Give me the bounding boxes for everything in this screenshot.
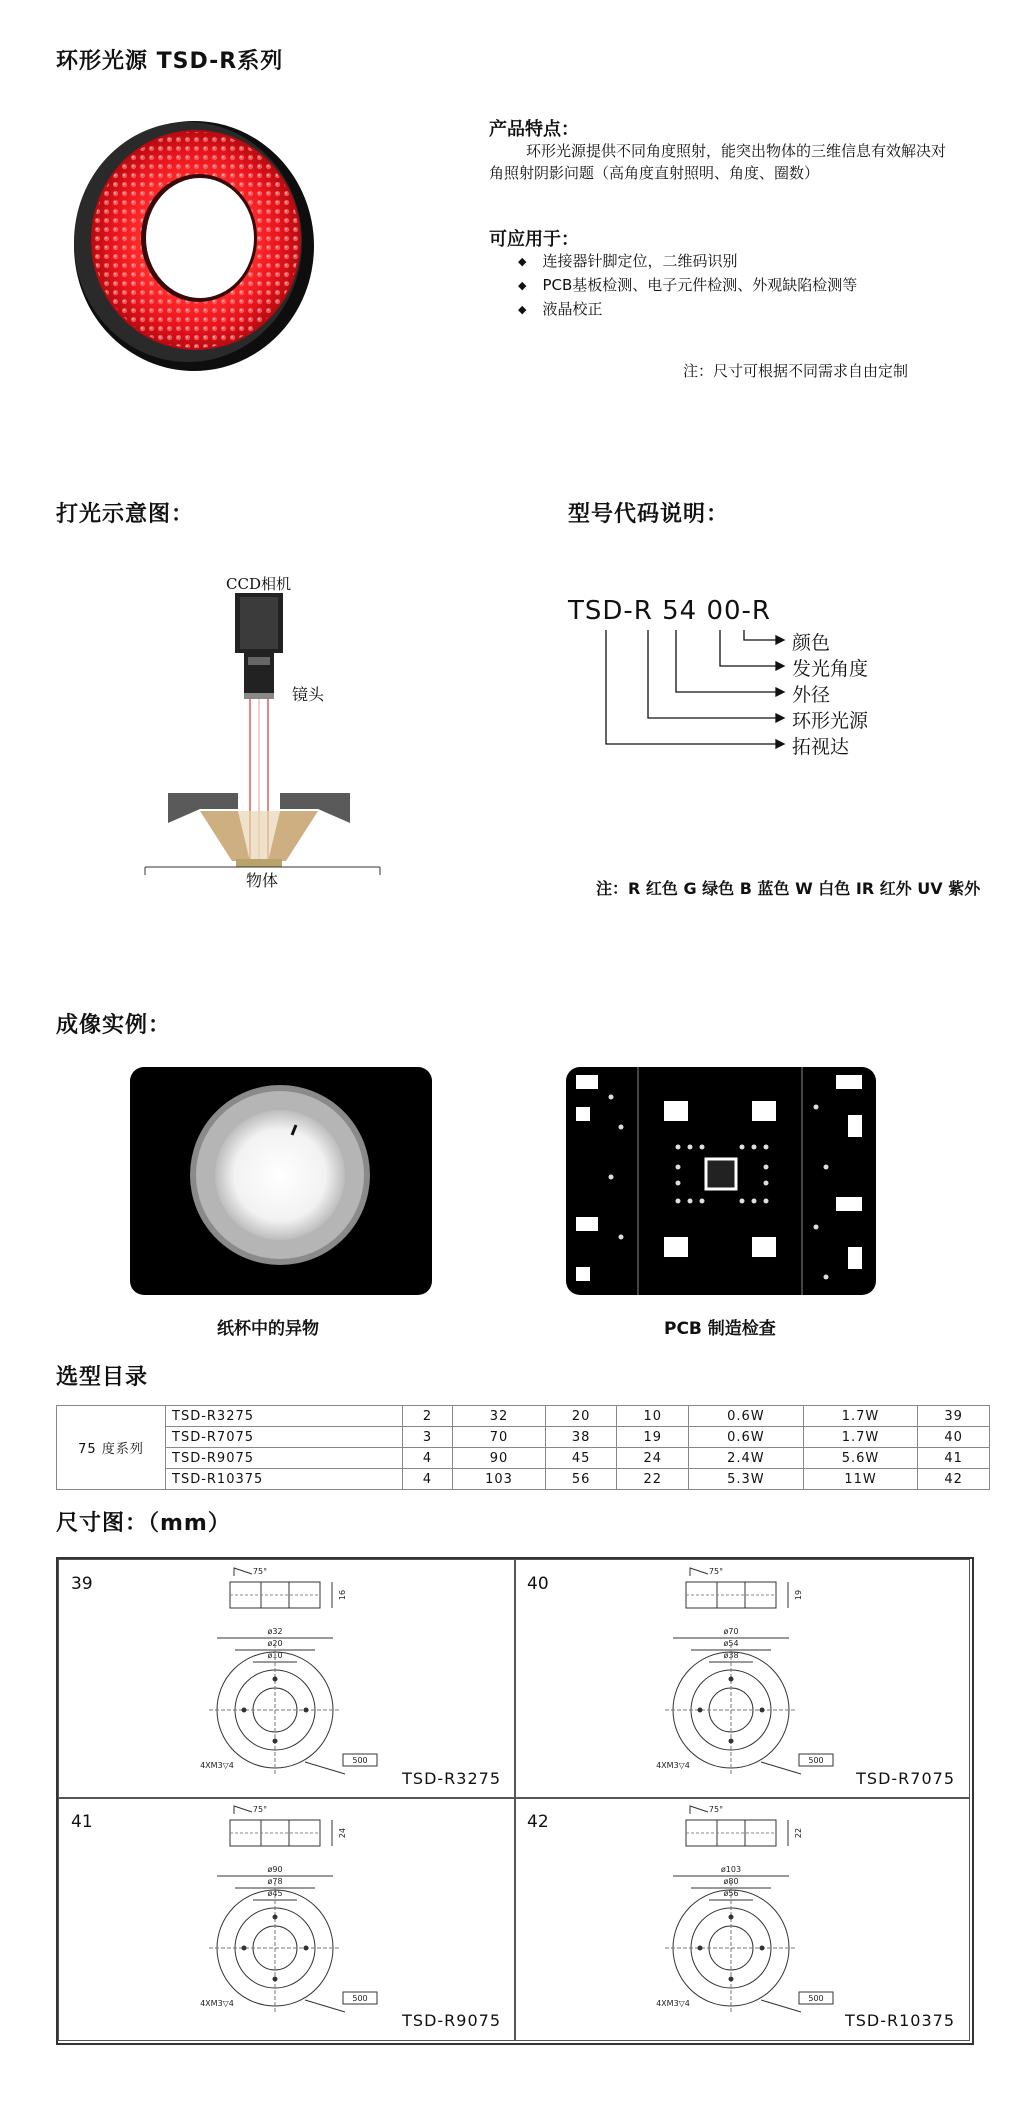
outer-diameter-label: ø70 (723, 1627, 739, 1636)
features-text-line1: 环形光源提供不同角度照射，能突出物体的三维信息有效解决对 (526, 142, 947, 160)
example-cup-caption: 纸杯中的异物 (217, 1319, 319, 1339)
application-item: ◆ PCB基板检测、电子元件检测、外观缺陷检测等 (518, 274, 857, 298)
table-cell: 4 (402, 1469, 453, 1490)
screw-hole (273, 1977, 278, 1982)
height-label: 16 (338, 1589, 347, 1601)
size-note: 注：尺寸可根据不同需求自由定制 (683, 362, 909, 380)
height-label: 22 (794, 1827, 803, 1839)
object-label: 物体 (246, 871, 279, 890)
outer-diameter-label: ø103 (720, 1865, 742, 1874)
code-label-brand: 拓视达 (792, 736, 850, 758)
screw-hole (273, 1739, 278, 1744)
selection-title: 选型目录 (56, 1365, 149, 1390)
angle-marker (690, 1568, 708, 1576)
mid-diameter-label: ø78 (267, 1877, 283, 1886)
table-cell: 20 (545, 1406, 617, 1427)
screw-hole (242, 1708, 247, 1713)
example-pcb-image (566, 1067, 876, 1295)
cable-length-label: 500 (352, 1756, 368, 1765)
code-label-angle: 发光角度 (792, 658, 869, 680)
screw-hole (760, 1946, 765, 1951)
screw-label: 4XM3▽4 (200, 1999, 234, 2008)
table-cell: 103 (453, 1469, 546, 1490)
screw-label: 4XM3▽4 (656, 1761, 690, 1770)
table-cell: 5.6W (803, 1448, 918, 1469)
model-code-title: 型号代码说明： (568, 502, 730, 527)
table-cell: TSD-R7075 (166, 1427, 403, 1448)
table-cell: 0.6W (689, 1427, 804, 1448)
screw-hole (304, 1708, 309, 1713)
cable-length-label: 500 (808, 1756, 824, 1765)
application-item: ◆ 液晶校正 (518, 298, 857, 322)
table-cell: 19 (617, 1427, 689, 1448)
model-code: TSD-R 54 00-R (568, 596, 771, 626)
code-label-diameter: 外径 (792, 684, 831, 706)
ring-light-photo (66, 108, 316, 373)
angle-marker (234, 1806, 252, 1814)
lighting-diagram (140, 565, 390, 905)
table-cell: 2.4W (689, 1448, 804, 1469)
example-cup-image (130, 1067, 432, 1295)
screw-hole (729, 1739, 734, 1744)
dimension-cell-model: TSD-R7075 (856, 1769, 955, 1788)
table-cell: 38 (545, 1427, 617, 1448)
angle-label: 75° (252, 1805, 268, 1814)
screw-hole (729, 1677, 734, 1682)
dimension-cell-number: 41 (71, 1812, 93, 1832)
screw-label: 4XM3▽4 (200, 1761, 234, 1770)
dimension-cell-40 (514, 1559, 970, 1799)
dimension-cell-39 (58, 1559, 516, 1799)
table-cell: 90 (453, 1448, 546, 1469)
screw-hole (304, 1946, 309, 1951)
applications-title: 可应用于： (489, 229, 579, 250)
angle-marker (690, 1806, 708, 1814)
table-cell: TSD-R9075 (166, 1448, 403, 1469)
mid-diameter-label: ø20 (267, 1639, 283, 1648)
table-cell: 70 (453, 1427, 546, 1448)
dimension-cell-number: 39 (71, 1574, 93, 1594)
dimensions-title: 尺寸图：（mm） (56, 1511, 231, 1536)
table-cell: 1.7W (803, 1406, 918, 1427)
table-cell: 40 (918, 1427, 990, 1448)
cable (761, 2000, 801, 2012)
screw-hole (698, 1708, 703, 1713)
selection-table (56, 1405, 990, 1490)
applications-list (518, 250, 857, 322)
dimension-cell-number: 42 (527, 1812, 549, 1832)
dimension-drawing (59, 1798, 515, 2040)
mid-diameter-label: ø54 (723, 1639, 739, 1648)
table-cell: 42 (918, 1469, 990, 1490)
table-cell: TSD-R10375 (166, 1469, 403, 1490)
table-cell: 39 (918, 1406, 990, 1427)
inner-diameter-label: ø38 (723, 1651, 739, 1660)
inner-diameter-label: ø45 (267, 1889, 283, 1898)
mid-diameter-label: ø80 (723, 1877, 739, 1886)
screw-hole (273, 1677, 278, 1682)
table-row (57, 1448, 990, 1469)
dimension-cell-model: TSD-R9075 (402, 2011, 501, 2030)
color-code-note: 注：R 红色 G 绿色 B 蓝色 W 白色 IR 红外 UV 紫外 (596, 879, 981, 898)
lens-label: 镜头 (292, 685, 325, 704)
table-row (57, 1469, 990, 1490)
cable-length-label: 500 (352, 1994, 368, 2003)
dimension-drawing (515, 1798, 969, 2040)
screw-hole (729, 1977, 734, 1982)
screw-hole (273, 1915, 278, 1920)
screw-hole (698, 1946, 703, 1951)
table-row (57, 1406, 990, 1427)
dimension-drawing (515, 1560, 969, 1798)
camera-label: CCD相机 (226, 575, 291, 593)
lighting-title: 打光示意图： (56, 502, 195, 527)
dimension-cell-42 (514, 1797, 970, 2041)
table-cell: 4 (402, 1448, 453, 1469)
dimension-cell-41 (58, 1797, 516, 2041)
cable-length-label: 500 (808, 1994, 824, 2003)
table-cell: 3 (402, 1427, 453, 1448)
example-pcb-caption: PCB 制造检查 (664, 1319, 776, 1339)
table-cell: 24 (617, 1448, 689, 1469)
dimension-cell-number: 40 (527, 1574, 549, 1594)
table-cell: TSD-R3275 (166, 1406, 403, 1427)
height-label: 24 (338, 1827, 347, 1839)
dimension-drawing (59, 1560, 515, 1798)
table-cell: 22 (617, 1469, 689, 1490)
angle-label: 75° (708, 1805, 724, 1814)
table-cell: 11W (803, 1469, 918, 1490)
table-cell: 56 (545, 1469, 617, 1490)
inner-diameter-label: ø10 (267, 1651, 283, 1660)
screw-hole (729, 1915, 734, 1920)
table-cell: 45 (545, 1448, 617, 1469)
dimension-cell-model: TSD-R3275 (402, 1769, 501, 1788)
model-code-leaders (560, 622, 800, 762)
angle-marker (234, 1568, 252, 1576)
code-label-ring: 环形光源 (792, 710, 869, 732)
table-cell: 2 (402, 1406, 453, 1427)
table-cell: 41 (918, 1448, 990, 1469)
screw-hole (242, 1946, 247, 1951)
outer-diameter-label: ø32 (267, 1627, 283, 1636)
table-cell: 0.6W (689, 1406, 804, 1427)
table-row (57, 1427, 990, 1448)
angle-label: 75° (708, 1567, 724, 1576)
table-cell-series: 75 度系列 (57, 1406, 166, 1490)
angle-label: 75° (252, 1567, 268, 1576)
dimension-cell-model: TSD-R10375 (844, 2011, 955, 2030)
outer-diameter-label: ø90 (267, 1865, 283, 1874)
inner-diameter-label: ø56 (723, 1889, 739, 1898)
features-text-line2: 角照射阴影问题（高角度直射照明、角度、圈数） (489, 164, 820, 182)
examples-title: 成像实例： (56, 1013, 172, 1038)
table-cell: 1.7W (803, 1427, 918, 1448)
table-cell: 32 (453, 1406, 546, 1427)
features-title: 产品特点： (489, 119, 579, 140)
height-label: 19 (794, 1589, 803, 1601)
code-label-color: 颜色 (792, 632, 831, 654)
application-item: ◆ 连接器针脚定位，二维码识别 (518, 250, 857, 274)
screw-hole (760, 1708, 765, 1713)
table-cell: 5.3W (689, 1469, 804, 1490)
cable (305, 1762, 345, 1774)
table-cell: 10 (617, 1406, 689, 1427)
cable (761, 1762, 801, 1774)
cable (305, 2000, 345, 2012)
page-title: 环形光源 TSD-R系列 (56, 49, 284, 74)
screw-label: 4XM3▽4 (656, 1999, 690, 2008)
